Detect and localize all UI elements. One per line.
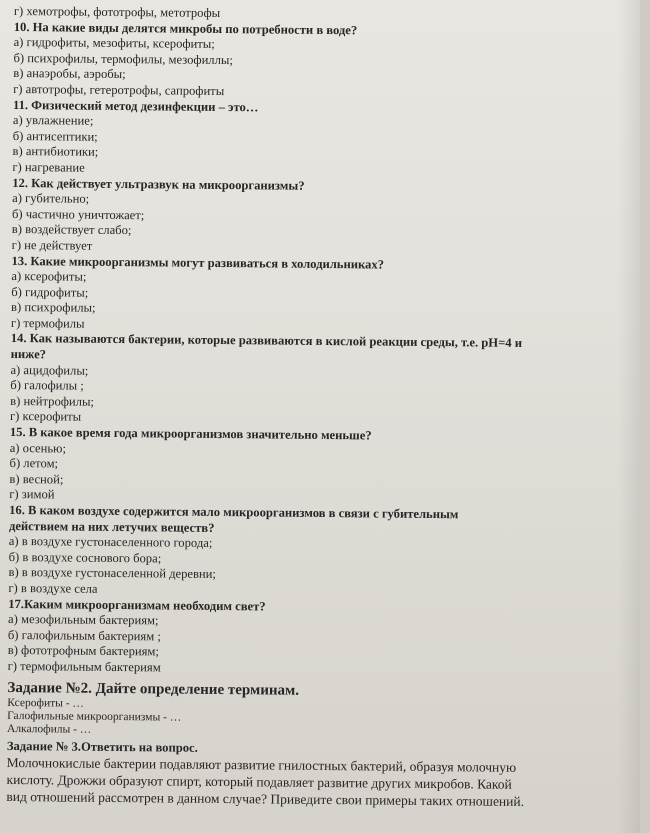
- question-text: 14. Как называются бактерии, которые развиваются в кислой реакции среды, т.е. рН=4 и ниже?: [10, 331, 523, 362]
- answer-option: в) воздействует слабо;: [11, 222, 132, 238]
- question-11: [12, 98, 613, 182]
- term-line: Ксерофиты - …: [7, 696, 85, 710]
- answer-option: б) психрофилы, термофилы, мезофиллы;: [13, 50, 233, 67]
- answer-option: г) зимой: [9, 487, 55, 502]
- question-17: [8, 597, 609, 681]
- answer-option: г) ксерофиты: [9, 409, 82, 425]
- question-16: [8, 503, 609, 602]
- answer-option: г) термофилы: [10, 315, 85, 331]
- answer-option: б) в воздухе соснового бора;: [8, 549, 162, 566]
- task-2-title: Задание №2. Дайте определение терминам.: [7, 679, 300, 699]
- answer-option: а) осенью;: [9, 440, 67, 456]
- answer-option: а) ацидофилы;: [10, 362, 89, 378]
- answer-option: а) мезофильным бактериям;: [8, 612, 159, 628]
- answer-option: б) частично уничтожает;: [11, 206, 145, 222]
- question-text: 11. Физический метод дезинфекции – это…: [12, 97, 259, 114]
- answer-option: г) термофильным бактериям: [7, 658, 161, 675]
- answer-option: в) психрофилы;: [11, 300, 96, 316]
- question-text: 17.Каким микроорганизмам необходим свет?: [8, 596, 266, 614]
- answer-option: б) гидрофиты;: [11, 284, 89, 300]
- answer-option: г) не действует: [11, 237, 93, 253]
- answer-option: а) губительно;: [12, 191, 90, 206]
- task-2: [7, 679, 608, 742]
- answer-option: в) анаэробы, аэробы;: [13, 66, 126, 82]
- question-10: [13, 20, 614, 104]
- answer-option: б) летом;: [9, 456, 59, 471]
- answer-option: г) автотрофы, гетеротрофы, сапрофиты: [13, 81, 225, 98]
- question-text: 16. В каком воздухе содержится мало микроорганизмов в связи с губительным действием на них летучих веществ?: [8, 502, 459, 535]
- answer-option: в) весной;: [9, 471, 64, 487]
- answer-option: а) ксерофиты;: [11, 269, 87, 284]
- task-3: [6, 738, 607, 810]
- task-3-text: Молочнокислые бактерии подавляют развитие гнилостных бактерий, образуя молочную кислоту. Дрожжи образуют спирт, который подавляет развитие других микробов. Какой вид отношений рассмотрен в данном случае? Приведите свои примеры таких отношений.: [6, 755, 525, 810]
- task-3-title: Задание № 3.Ответить на вопрос.: [6, 738, 198, 755]
- prev-answer-line: г) хемотрофы, фототрофы, метотрофы: [13, 4, 221, 20]
- question-text: 15. В какое время года микроорганизмов значительно меньше?: [9, 425, 372, 443]
- answer-option: в) нейтрофилы;: [10, 393, 95, 409]
- question-text: 10. На какие виды делятся микробы по потребности в воде?: [13, 19, 358, 37]
- question-text: 13. Какие микроорганизмы могут развиваться в холодильниках?: [11, 253, 385, 272]
- term-line: Галофильные микроорганизмы - …: [7, 709, 182, 724]
- answer-option: в) антибиотики;: [12, 144, 99, 160]
- answer-option: в) фототрофным бактериям;: [7, 643, 159, 659]
- answer-option: а) в воздухе густонаселенного города;: [8, 534, 213, 551]
- question-14: [10, 331, 611, 430]
- question-15: [9, 425, 610, 509]
- answer-option: в) в воздухе густонаселенной деревни;: [8, 565, 217, 582]
- answer-option: г) в воздухе села: [8, 580, 98, 596]
- answer-option: б) антисептики;: [12, 128, 98, 144]
- answer-option: б) галофилы ;: [10, 378, 84, 393]
- question-13: [11, 253, 612, 337]
- question-text: 12. Как действует ультразвук на микроорганизмы?: [12, 175, 305, 193]
- answer-option: а) гидрофиты, мезофиты, ксерофиты;: [13, 35, 215, 52]
- answer-option: б) галофильным бактериям ;: [7, 627, 161, 644]
- document-text: [6, 4, 614, 811]
- answer-option: а) увлажнение;: [12, 113, 94, 128]
- answer-option: г) нагревание: [12, 159, 85, 175]
- question-12: [12, 176, 613, 260]
- term-line: Алкалофилы - …: [6, 722, 92, 736]
